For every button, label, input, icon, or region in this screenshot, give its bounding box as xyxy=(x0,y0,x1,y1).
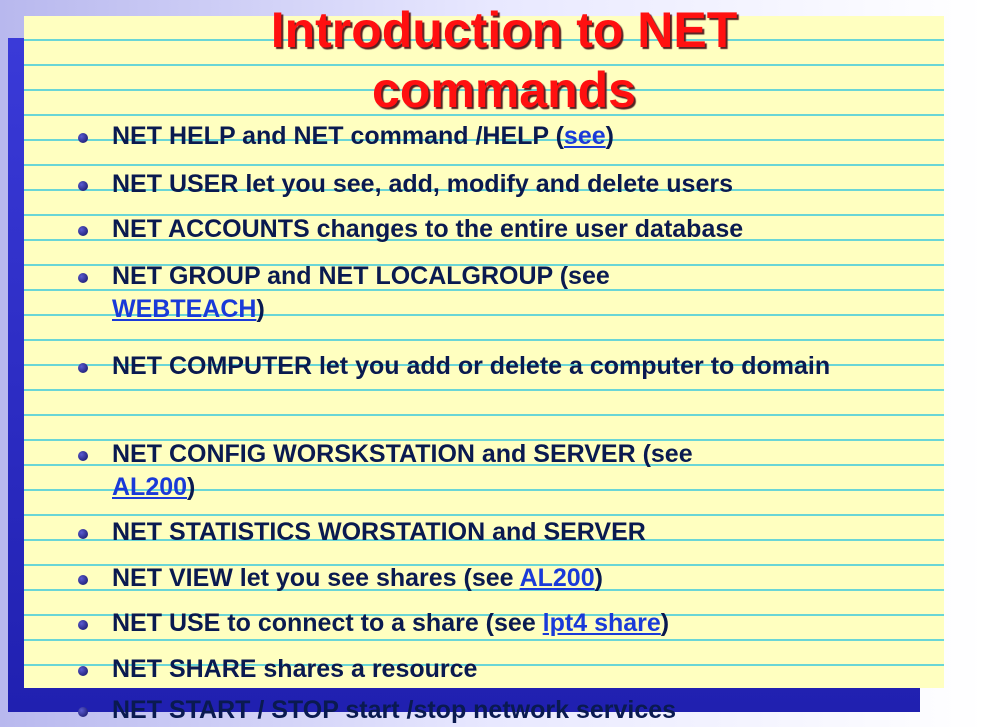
item-text: NET STATISTICS WORSTATION and SERVER xyxy=(112,518,646,546)
bullet-icon xyxy=(78,273,88,283)
list-item-net-help xyxy=(72,120,932,153)
bullet-icon xyxy=(78,707,88,717)
item-text-suffix: ) xyxy=(660,609,670,637)
bullet-icon xyxy=(78,451,88,461)
slide-title-line1: Introduction to NET xyxy=(270,2,738,58)
slide-title xyxy=(24,0,984,120)
item-text: NET HELP and NET command /HELP ( xyxy=(112,122,564,150)
item-text: NET COMPUTER let you add or delete a computer to domain xyxy=(112,352,831,380)
bullet-icon xyxy=(78,133,88,143)
list-item-net-group xyxy=(72,260,932,326)
list-item-net-computer xyxy=(72,350,932,383)
item-text-suffix: ) xyxy=(594,564,603,592)
item-text: NET VIEW let you see shares (see xyxy=(112,564,520,592)
al200-link[interactable]: AL200 xyxy=(112,473,188,501)
item-text: NET CONFIG WORSKSTATION and SERVER (see xyxy=(112,440,693,468)
bullet-icon xyxy=(78,666,88,676)
item-text: NET USER let you see, add, modify and delete users xyxy=(112,170,733,198)
slide-title-line2: commands xyxy=(372,62,636,118)
item-text-suffix: ) xyxy=(605,122,614,150)
lpt4-share-link[interactable]: lpt4 share xyxy=(542,609,661,637)
bullet-icon xyxy=(78,575,88,585)
list-item-net-share xyxy=(72,653,932,686)
slide-paper xyxy=(24,2,944,724)
item-text: NET USE to connect to a share (see xyxy=(112,609,543,637)
item-text: NET GROUP and NET LOCALGROUP (see xyxy=(112,262,610,290)
list-item-net-accounts xyxy=(72,213,932,246)
bullet-icon xyxy=(78,620,88,630)
item-text: NET START / STOP start /stop network services xyxy=(112,696,677,724)
list-item-net-view xyxy=(72,562,932,595)
see-link[interactable]: see xyxy=(563,122,606,150)
list-item-net-config xyxy=(72,438,932,504)
item-text-suffix: ) xyxy=(256,295,265,323)
bullet-icon xyxy=(78,529,88,539)
list-item-net-statistics xyxy=(72,516,932,549)
al200-link[interactable]: AL200 xyxy=(519,564,595,592)
item-text: NET ACCOUNTS changes to the entire user database xyxy=(112,215,744,243)
bullet-icon xyxy=(78,181,88,191)
item-text: NET SHARE shares a resource xyxy=(112,655,478,683)
webteach-link[interactable]: WEBTEACH xyxy=(112,295,257,323)
bullet-icon xyxy=(78,363,88,373)
list-item-net-use xyxy=(72,607,932,640)
list-item-net-user xyxy=(72,168,932,201)
item-text-suffix: ) xyxy=(187,473,196,501)
bullet-icon xyxy=(78,226,88,236)
list-item-net-start-stop xyxy=(72,694,932,727)
